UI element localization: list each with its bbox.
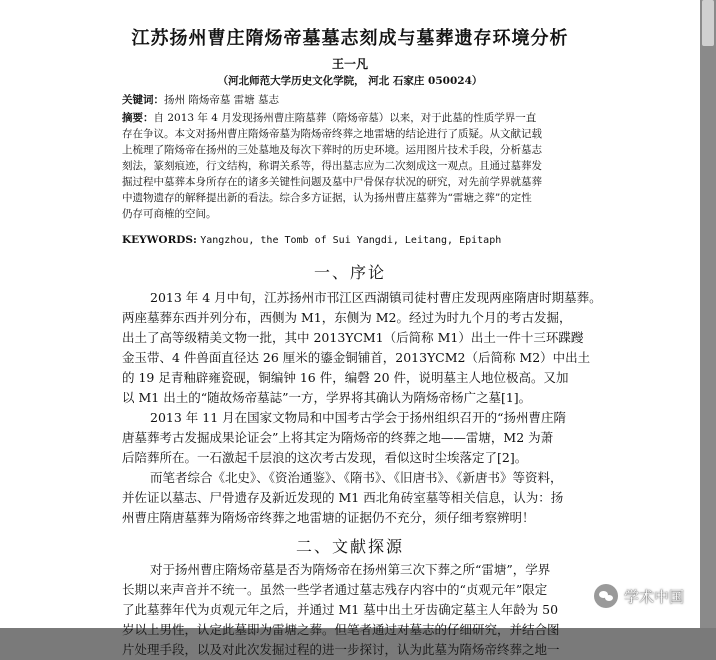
body-line: 两座墓葬东西并列分布，西侧为 M1，东侧为 M2。经过为时九个月的考古发掘，	[122, 310, 572, 325]
body-line: 而笔者综合《北史》、《资治通鉴》、《隋书》、《旧唐书》、《新唐书》等资料，	[150, 470, 563, 485]
keywords-cn	[122, 92, 279, 108]
body-line: 了此墓葬年代为贞观元年之后，并通过 M1 墓中出土牙齿确定墓主人年龄为 50	[122, 602, 559, 617]
body-line: 的 19 足青釉辟雍瓷砚，铜编钟 16 件，编磬 20 件，说明墓主人地位极高。又加	[122, 370, 569, 385]
body-line: 出土了高等级精美文物一批，其中 2013YCM1（后简称 M1）出土一件十三环蹀躞	[122, 330, 584, 345]
section-heading-literature: 二、文献探源	[295, 537, 404, 556]
abstract-label: 摘要：	[122, 112, 154, 124]
author-affiliation: （河北师范大学历史文化学院， 河北 石家庄 050024）	[217, 75, 483, 87]
body-line: 金玉带、4 件兽面直径达 26 厘米的鎏金铜铺首，2013YCM2（后简称 M2）中出土	[122, 350, 591, 365]
body-line: 并佐证以墓志、尸骨遗存及新近发现的 M1 西北角砖室墓等相关信息，认为：扬	[122, 490, 564, 505]
keywords-cn-label: 关键词：	[122, 94, 164, 106]
watermark	[594, 582, 712, 610]
body-line: 2013 年 4 月中旬，江苏扬州市邗江区西湖镇司徒村曹庄发现两座隋唐时期墓葬。	[150, 290, 602, 305]
abstract-line: 掘过程中墓葬本身所存在的诸多关键性问题及墓中尸骨保存状况的研究，对先前学界就墓葬	[122, 176, 542, 188]
author-name: 王一凡	[331, 57, 368, 71]
keywords-cn-text: 扬州 隋炀帝墓 雷塘 墓志	[164, 94, 280, 106]
abstract-line: 刻法，篆刻痕迹，行文结构，称谓关系等，得出墓志应为二次刻成这一观点。且通过墓葬发	[122, 160, 542, 172]
wechat-icon	[594, 584, 618, 608]
keywords-en-label: KEYWORDS:	[122, 234, 197, 246]
abstract-line: 摘要：自 2013 年 4 月发现扬州曹庄隋墓葬（隋炀帝墓）以来，对于此墓的性质学界一直	[122, 112, 537, 124]
abstract-line: 仍存可商榷的空间。	[122, 208, 217, 220]
watermark-text: 学术中国	[624, 588, 685, 606]
keywords-en	[122, 232, 501, 249]
body-line: 后陪葬所在。一石激起千层浪的这次考古发现，看似这时尘埃落定了[2]。	[122, 450, 528, 465]
scrollbar-thumb[interactable]	[702, 0, 714, 46]
keywords-en-text: Yangzhou, the Tomb of Sui Yangdi, Leitang, Epitaph	[200, 235, 502, 246]
body-line: 岁以上男性，认定此墓即为雷塘之葬。但笔者通过对墓志的仔细研究，并结合图	[122, 622, 560, 637]
section-heading-intro: 一、序论	[313, 263, 386, 282]
body-line: 对于扬州曹庄隋炀帝墓是否为隋炀帝在扬州第三次下葬之所“雷塘”，学界	[150, 562, 551, 577]
vertical-scrollbar[interactable]	[700, 0, 716, 628]
paper-title: 江苏扬州曹庄隋炀帝墓墓志刻成与墓葬遗存环境分析	[131, 28, 569, 49]
body-line: 州曹庄隋唐墓葬为隋炀帝终葬之地雷塘的证据仍不充分，须仔细考察辨明！	[122, 510, 535, 525]
abstract-line: 中遗物遗存的解释提出新的看法。综合多方证据，认为扬州曹庄墓葬为“雷塘之葬”的定性	[122, 192, 532, 204]
body-line: 片处理手段，以及对此次发掘过程的进一步探讨，认为此墓为隋炀帝终葬之地一	[122, 642, 560, 657]
body-line: 以 M1 出土的“随故炀帝墓誌”一方，学界将其确认为隋炀帝杨广之墓[1]。	[122, 390, 532, 405]
body-line: 2013 年 11 月在国家文物局和中国考古学会于扬州组织召开的“扬州曹庄隋	[150, 410, 567, 425]
body-line: 长期以来声音并不统一。虽然一些学者通过墓志残存内容中的“贞观元年”限定	[122, 582, 548, 597]
abstract-line: 存在争议。本文对扬州曹庄隋炀帝墓为隋炀帝终葬之地雷塘的结论进行了质疑。从文献记载	[122, 128, 542, 140]
abstract-line: 上梳理了隋炀帝在扬州的三处墓地及每次下葬时的历史环境。运用图片技术手段，分析墓志	[122, 144, 542, 156]
body-line: 唐墓葬考古发掘成果论证会”上将其定为隋炀帝的终葬之地——雷塘，M2 为萧	[122, 430, 554, 445]
